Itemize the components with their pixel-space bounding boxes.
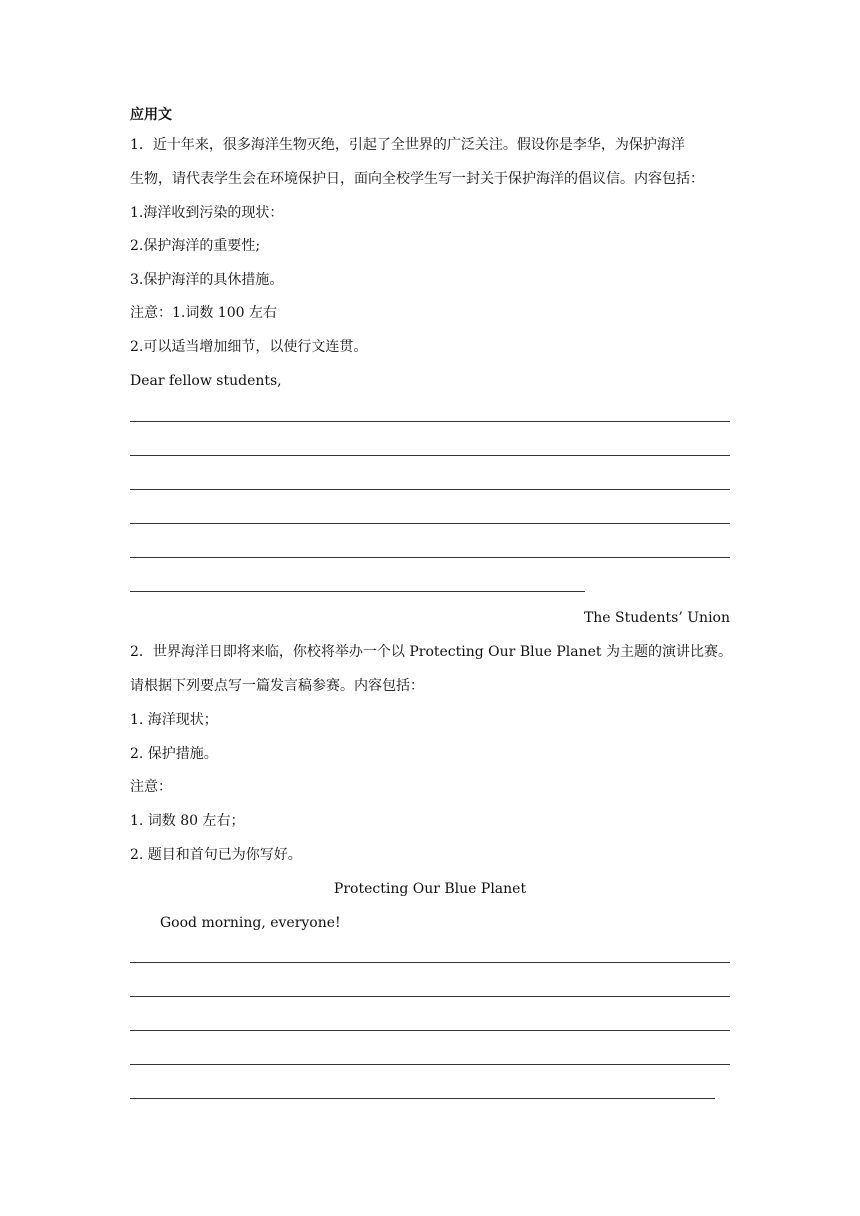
q2-point-2: 2. 保护措施。: [130, 746, 218, 762]
q2-writing-line[interactable]: [130, 1064, 730, 1065]
q2-note-1: 1. 词数 80 左右；: [130, 813, 245, 829]
q1-prompt-line-2: 生物，请代表学生会在环境保护日，面向全校学生写一封关于保护海洋的倡议信。内容包括：: [130, 171, 704, 187]
q1-point-3: 3.保护海洋的具休措施。: [130, 272, 284, 288]
q1-note-2: 2.可以适当增加细节，以使行文连贯。: [130, 339, 368, 355]
q1-writing-line[interactable]: [130, 591, 585, 592]
q1-salutation: Dear fellow students,: [130, 373, 282, 389]
q2-note-2: 2. 题目和首句已为你写好。: [130, 847, 302, 863]
q2-writing-line[interactable]: [130, 962, 730, 963]
q1-prompt-line-1: 1．近十年来，很多海洋生物灭绝，引起了全世界的广泛关注。假设你是李华，为保护海洋: [130, 137, 685, 153]
q1-writing-line[interactable]: [130, 455, 730, 456]
q2-writing-line[interactable]: [130, 1030, 730, 1031]
section-heading: 应用文: [130, 107, 172, 123]
q2-note-label: 注意：: [130, 779, 172, 795]
q1-note-1: 注意：1.词数 100 左右: [130, 305, 277, 321]
q2-opening-sentence: Good morning, everyone!: [160, 915, 341, 931]
q1-point-1: 1.海洋收到污染的现状：: [130, 205, 284, 221]
q2-writing-line[interactable]: [130, 1098, 715, 1099]
q2-point-1: 1. 海洋现状；: [130, 712, 218, 728]
q2-writing-line[interactable]: [130, 996, 730, 997]
q1-point-2: 2.保护海洋的重要性;: [130, 238, 261, 254]
q1-signature: The Students’ Union: [583, 610, 730, 626]
q1-writing-line[interactable]: [130, 523, 730, 524]
q2-prompt-line-2: 请根据下列要点写一篇发言稿参赛。内容包括：: [130, 678, 424, 694]
q2-essay-title: Protecting Our Blue Planet: [333, 881, 527, 897]
q1-writing-line[interactable]: [130, 557, 730, 558]
q2-prompt-line-1: 2．世界海洋日即将来临，你校将举办一个以 Protecting Our Blue Planet 为主题的演讲比赛。: [130, 644, 732, 660]
q1-writing-line[interactable]: [130, 421, 730, 422]
q1-writing-line[interactable]: [130, 489, 730, 490]
